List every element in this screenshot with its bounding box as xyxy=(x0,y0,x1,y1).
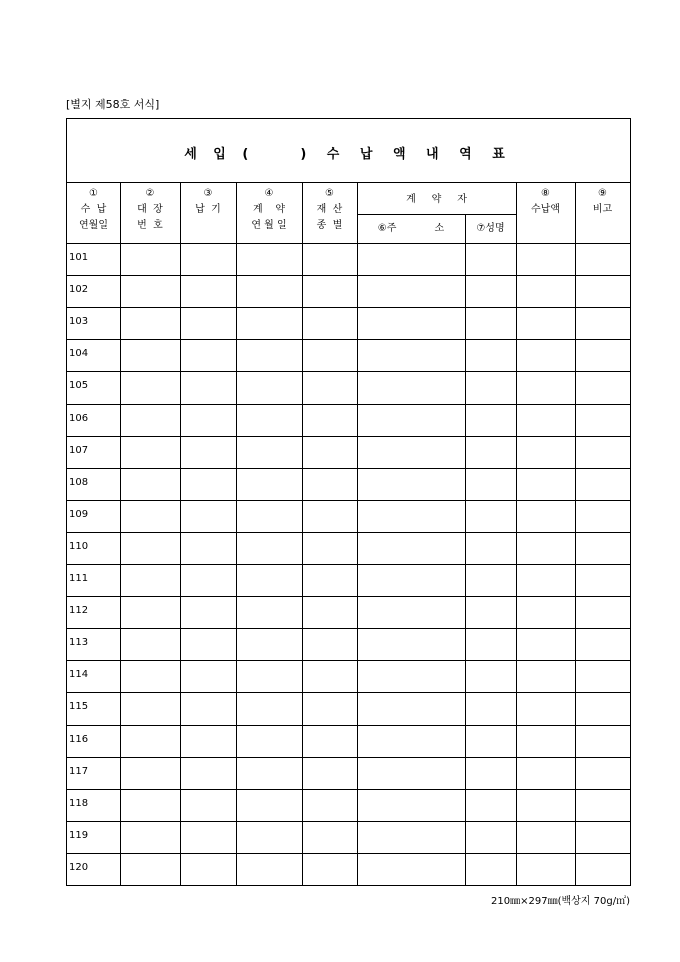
row-divider xyxy=(67,725,630,726)
row-divider xyxy=(67,821,630,822)
title-prefix: 세 입 ( xyxy=(184,147,255,162)
row-number: 108 xyxy=(69,477,89,488)
header-contract-date: ④ 계 약 연 월 일 xyxy=(251,188,287,231)
header-address: ⑥주 소 xyxy=(377,223,445,234)
row-number: 116 xyxy=(69,734,89,745)
row-divider xyxy=(67,757,630,758)
contractor-subline xyxy=(357,214,516,215)
row-divider xyxy=(67,596,630,597)
row-number: 105 xyxy=(69,380,89,391)
row-divider xyxy=(67,564,630,565)
row-divider xyxy=(67,500,630,501)
title-box xyxy=(67,119,630,183)
header-property-type: ⑤ 재 산 종 별 xyxy=(316,188,343,231)
row-number: 117 xyxy=(69,766,89,777)
ledger-table xyxy=(66,118,631,886)
row-divider xyxy=(67,468,630,469)
row-number: 112 xyxy=(69,605,89,616)
row-number: 111 xyxy=(69,573,89,584)
header-receipt-date: ① 수 납 연월일 xyxy=(79,188,108,231)
header-contractor: 계 약 자 xyxy=(406,194,467,205)
row-divider xyxy=(67,532,630,533)
row-number: 113 xyxy=(69,637,89,648)
row-divider xyxy=(67,339,630,340)
row-divider xyxy=(67,853,630,854)
col-divider xyxy=(516,182,517,885)
row-number: 114 xyxy=(69,669,89,680)
header-remarks: ⑨ 비고 xyxy=(592,188,613,215)
row-number: 115 xyxy=(69,701,89,712)
row-number: 101 xyxy=(69,252,89,263)
col-divider xyxy=(357,182,358,885)
row-number: 106 xyxy=(69,413,89,424)
row-divider xyxy=(67,371,630,372)
col-divider xyxy=(180,182,181,885)
row-divider xyxy=(67,307,630,308)
row-divider xyxy=(67,628,630,629)
form-label: [별지 제58호 서식] xyxy=(66,98,160,111)
row-divider xyxy=(67,692,630,693)
row-number: 102 xyxy=(69,284,89,295)
row-number: 118 xyxy=(69,798,89,809)
col-divider xyxy=(465,214,466,885)
paper-spec-note: 210㎜×297㎜(백상지 70g/㎡) xyxy=(491,896,630,907)
row-number: 104 xyxy=(69,348,89,359)
row-number: 103 xyxy=(69,316,89,327)
row-number: 110 xyxy=(69,541,89,552)
row-divider xyxy=(67,789,630,790)
row-number: 107 xyxy=(69,445,89,456)
row-divider xyxy=(67,275,630,276)
col-divider xyxy=(302,182,303,885)
row-divider xyxy=(67,660,630,661)
header-received-amount: ⑧ 수납액 xyxy=(531,188,560,215)
row-number: 109 xyxy=(69,509,89,520)
col-divider xyxy=(120,182,121,885)
title-suffix: ) 수 납 액 내 역 표 xyxy=(300,147,513,162)
page-title xyxy=(67,143,630,162)
header-bottom-line xyxy=(67,243,630,244)
header-name: ⑦성명 xyxy=(476,223,505,234)
row-divider xyxy=(67,436,630,437)
row-divider xyxy=(67,404,630,405)
row-number: 119 xyxy=(69,830,89,841)
header-ledger-number: ② 대 장 번 호 xyxy=(137,188,163,231)
header-due-date: ③ 납 기 xyxy=(195,188,221,215)
col-divider xyxy=(236,182,237,885)
row-number: 120 xyxy=(69,862,89,873)
col-divider xyxy=(575,182,576,885)
